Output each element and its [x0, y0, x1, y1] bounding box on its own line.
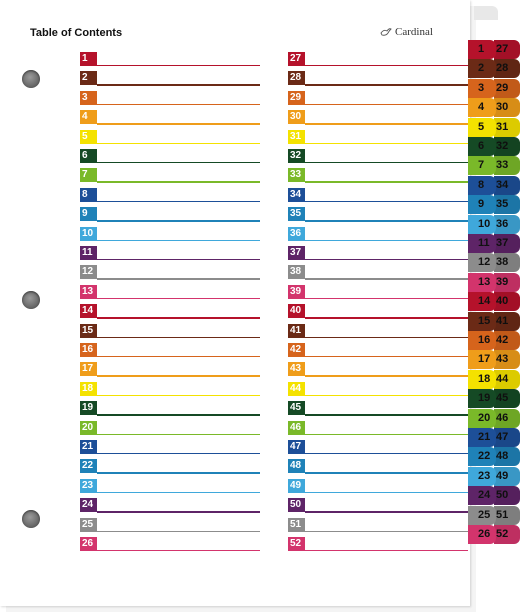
entry-number: 37 — [288, 246, 305, 260]
index-tab-back[interactable]: 50 — [494, 486, 520, 505]
entry-number: 51 — [288, 518, 305, 532]
index-tab-front[interactable]: 13 — [468, 273, 496, 292]
entry-write-line[interactable] — [305, 414, 468, 415]
index-tab-back[interactable]: 43 — [494, 350, 520, 369]
toc-entry[interactable] — [80, 399, 260, 417]
entry-number: 49 — [288, 479, 305, 493]
index-tab-back[interactable]: 40 — [494, 292, 520, 311]
entry-write-line[interactable] — [305, 375, 468, 376]
index-tab-front[interactable]: 15 — [468, 312, 496, 331]
toc-entry[interactable] — [80, 341, 260, 359]
index-tab-back[interactable]: 27 — [494, 40, 520, 59]
entry-number: 24 — [80, 498, 97, 512]
entry-write-line[interactable] — [97, 240, 260, 241]
entry-number: 2 — [80, 71, 97, 85]
page-title: Table of Contents — [30, 27, 123, 39]
toc-entry[interactable] — [80, 225, 260, 243]
entry-write-line[interactable] — [305, 511, 468, 512]
binder-hole-top — [22, 70, 40, 88]
index-tab-front[interactable]: 6 — [468, 137, 496, 156]
entry-number: 11 — [80, 246, 97, 260]
index-tab-front[interactable]: 5 — [468, 118, 496, 137]
entry-write-line[interactable] — [97, 414, 260, 415]
entry-write-line[interactable] — [97, 104, 260, 105]
entry-number: 52 — [288, 537, 305, 551]
entry-write-line[interactable] — [97, 492, 260, 493]
index-tab-back[interactable]: 42 — [494, 331, 520, 350]
entry-number: 31 — [288, 130, 305, 144]
toc-entry[interactable] — [80, 457, 260, 475]
toc-entry[interactable] — [80, 50, 260, 68]
entry-write-line[interactable] — [305, 84, 468, 85]
index-tab-front[interactable]: 23 — [468, 467, 496, 486]
entry-write-line[interactable] — [97, 356, 260, 357]
entry-number: 41 — [288, 324, 305, 338]
entry-number: 28 — [288, 71, 305, 85]
dove-logo-icon — [380, 26, 392, 38]
entry-write-line[interactable] — [97, 143, 260, 144]
index-tabs — [468, 10, 522, 610]
index-tab-front[interactable]: 3 — [468, 79, 496, 98]
entry-write-line[interactable] — [305, 143, 468, 144]
index-tab-front[interactable]: 10 — [468, 215, 496, 234]
toc-entry[interactable] — [80, 360, 260, 378]
entry-number: 48 — [288, 459, 305, 473]
index-tab-back[interactable]: 46 — [494, 409, 520, 428]
toc-entry[interactable] — [288, 419, 468, 437]
index-tab-back[interactable]: 29 — [494, 79, 520, 98]
index-tab-front[interactable]: 19 — [468, 389, 496, 408]
toc-entry[interactable] — [80, 302, 260, 320]
entry-write-line[interactable] — [97, 550, 260, 551]
toc-entry[interactable] — [288, 322, 468, 340]
entry-write-line[interactable] — [97, 278, 260, 279]
entry-write-line[interactable] — [305, 181, 468, 182]
entry-number: 40 — [288, 304, 305, 318]
entry-write-line[interactable] — [305, 434, 468, 435]
toc-entry[interactable] — [80, 283, 260, 301]
brand-logo — [380, 26, 433, 38]
entry-number: 29 — [288, 91, 305, 105]
entry-number: 7 — [80, 168, 97, 182]
index-tab-front[interactable]: 22 — [468, 447, 496, 466]
entry-number: 30 — [288, 110, 305, 124]
entry-number: 47 — [288, 440, 305, 454]
index-tab-front[interactable]: 4 — [468, 98, 496, 117]
index-tab-front[interactable]: 24 — [468, 486, 496, 505]
entry-number: 22 — [80, 459, 97, 473]
toc-entry[interactable] — [80, 516, 260, 534]
index-tab-back[interactable]: 39 — [494, 273, 520, 292]
index-tab-front[interactable]: 7 — [468, 156, 496, 175]
entry-write-line[interactable] — [97, 434, 260, 435]
entry-write-line[interactable] — [305, 356, 468, 357]
index-tab-front[interactable]: 8 — [468, 176, 496, 195]
entry-number: 8 — [80, 188, 97, 202]
toc-entry[interactable] — [80, 205, 260, 223]
toc-entry[interactable] — [288, 225, 468, 243]
index-tab-back[interactable]: 30 — [494, 98, 520, 117]
toc-entry[interactable] — [80, 108, 260, 126]
index-tab-front[interactable]: 25 — [468, 506, 496, 525]
entry-number: 23 — [80, 479, 97, 493]
toc-entry[interactable] — [80, 89, 260, 107]
index-tab-front[interactable]: 1 — [468, 40, 496, 59]
toc-entry[interactable] — [80, 147, 260, 165]
entry-number: 33 — [288, 168, 305, 182]
toc-entry[interactable] — [288, 244, 468, 262]
index-tab-front[interactable]: 20 — [468, 409, 496, 428]
index-tab-front[interactable]: 2 — [468, 59, 496, 78]
entry-write-line[interactable] — [305, 220, 468, 221]
entry-write-line[interactable] — [97, 181, 260, 182]
entry-number: 14 — [80, 304, 97, 318]
toc-entry[interactable] — [288, 341, 468, 359]
toc-entry[interactable] — [288, 477, 468, 495]
entry-write-line[interactable] — [97, 259, 260, 260]
toc-entry[interactable] — [288, 147, 468, 165]
entry-write-line[interactable] — [305, 65, 468, 66]
toc-entry[interactable] — [288, 535, 468, 553]
entry-write-line[interactable] — [305, 453, 468, 454]
entry-number: 27 — [288, 52, 305, 66]
toc-entry[interactable] — [288, 399, 468, 417]
toc-entry[interactable] — [80, 69, 260, 87]
toc-entry[interactable] — [80, 438, 260, 456]
entry-number: 9 — [80, 207, 97, 221]
entry-number: 25 — [80, 518, 97, 532]
entry-write-line[interactable] — [97, 162, 260, 163]
index-tab-back[interactable]: 49 — [494, 467, 520, 486]
toc-entry[interactable] — [288, 457, 468, 475]
entry-write-line[interactable] — [305, 123, 468, 124]
entry-number: 36 — [288, 227, 305, 241]
entry-write-line[interactable] — [305, 104, 468, 105]
entry-write-line[interactable] — [97, 201, 260, 202]
toc-entry[interactable] — [80, 186, 260, 204]
entry-number: 3 — [80, 91, 97, 105]
entry-write-line[interactable] — [97, 298, 260, 299]
toc-entry[interactable] — [288, 205, 468, 223]
entry-number: 32 — [288, 149, 305, 163]
index-tab-back[interactable]: 34 — [494, 176, 520, 195]
entry-number: 5 — [80, 130, 97, 144]
index-tab-back[interactable]: 36 — [494, 215, 520, 234]
toc-entry[interactable] — [288, 263, 468, 281]
toc-entry[interactable] — [80, 496, 260, 514]
index-tab-back[interactable]: 32 — [494, 137, 520, 156]
index-tab-back[interactable]: 28 — [494, 59, 520, 78]
toc-entry[interactable] — [80, 322, 260, 340]
entry-number: 4 — [80, 110, 97, 124]
entry-number: 18 — [80, 382, 97, 396]
entry-write-line[interactable] — [97, 453, 260, 454]
toc-entry[interactable] — [288, 516, 468, 534]
index-tab-front[interactable]: 12 — [468, 253, 496, 272]
index-tab-back[interactable]: 31 — [494, 118, 520, 137]
entry-write-line[interactable] — [97, 375, 260, 376]
entry-write-line[interactable] — [97, 65, 260, 66]
toc-entry[interactable] — [288, 302, 468, 320]
toc-entry[interactable] — [288, 360, 468, 378]
entry-write-line[interactable] — [305, 259, 468, 260]
index-tab-back[interactable]: 37 — [494, 234, 520, 253]
index-tab-back[interactable]: 35 — [494, 195, 520, 214]
toc-entry[interactable] — [80, 535, 260, 553]
toc-entry[interactable] — [80, 380, 260, 398]
index-tab-back[interactable]: 44 — [494, 370, 520, 389]
entry-number: 20 — [80, 421, 97, 435]
entry-number: 50 — [288, 498, 305, 512]
toc-entry[interactable] — [288, 283, 468, 301]
entry-number: 16 — [80, 343, 97, 357]
entry-number: 12 — [80, 265, 97, 279]
entry-number: 35 — [288, 207, 305, 221]
toc-entry[interactable] — [288, 128, 468, 146]
toc-entry[interactable] — [80, 263, 260, 281]
toc-entry[interactable] — [288, 69, 468, 87]
entry-write-line[interactable] — [305, 472, 468, 473]
entry-number: 42 — [288, 343, 305, 357]
entry-number: 38 — [288, 265, 305, 279]
entry-write-line[interactable] — [305, 240, 468, 241]
entry-write-line[interactable] — [97, 123, 260, 124]
index-tab-front[interactable]: 14 — [468, 292, 496, 311]
index-tab-back[interactable]: 51 — [494, 506, 520, 525]
entry-write-line[interactable] — [305, 201, 468, 202]
toc-entry[interactable] — [288, 108, 468, 126]
entry-write-line[interactable] — [305, 278, 468, 279]
index-tab-back[interactable]: 45 — [494, 389, 520, 408]
brand-name: Cardinal — [395, 26, 433, 38]
toc-entry[interactable] — [288, 496, 468, 514]
index-tab-back[interactable]: 52 — [494, 525, 520, 544]
entry-write-line[interactable] — [305, 550, 468, 551]
index-tab-back[interactable]: 48 — [494, 447, 520, 466]
toc-entry[interactable] — [288, 50, 468, 68]
entry-number: 19 — [80, 401, 97, 415]
binder-hole-middle — [22, 291, 40, 309]
entry-number: 17 — [80, 362, 97, 376]
toc-entry[interactable] — [288, 380, 468, 398]
entry-number: 43 — [288, 362, 305, 376]
entry-write-line[interactable] — [97, 531, 260, 532]
entry-number: 21 — [80, 440, 97, 454]
entry-write-line[interactable] — [97, 337, 260, 338]
index-tab-back[interactable]: 41 — [494, 312, 520, 331]
index-tab-front[interactable]: 18 — [468, 370, 496, 389]
entry-write-line[interactable] — [97, 84, 260, 85]
entry-number: 1 — [80, 52, 97, 66]
entry-number: 44 — [288, 382, 305, 396]
index-tab-back[interactable]: 47 — [494, 428, 520, 447]
index-tab-front[interactable]: 26 — [468, 525, 496, 544]
entry-write-line[interactable] — [305, 492, 468, 493]
toc-entry[interactable] — [80, 477, 260, 495]
entry-number: 13 — [80, 285, 97, 299]
binder-hole-bottom — [22, 510, 40, 528]
toc-entry[interactable] — [80, 419, 260, 437]
toc-entry[interactable] — [288, 89, 468, 107]
entry-write-line[interactable] — [97, 472, 260, 473]
index-tab-front[interactable]: 11 — [468, 234, 496, 253]
entry-number: 34 — [288, 188, 305, 202]
entry-write-line[interactable] — [305, 317, 468, 318]
index-tab-back[interactable]: 33 — [494, 156, 520, 175]
index-tab-front[interactable]: 9 — [468, 195, 496, 214]
toc-entry[interactable] — [288, 438, 468, 456]
index-tab-front[interactable]: 16 — [468, 331, 496, 350]
entry-write-line[interactable] — [305, 337, 468, 338]
toc-entry[interactable] — [288, 186, 468, 204]
entry-number: 6 — [80, 149, 97, 163]
entry-number: 46 — [288, 421, 305, 435]
entry-write-line[interactable] — [305, 395, 468, 396]
index-tab-back[interactable]: 38 — [494, 253, 520, 272]
toc-entry[interactable] — [80, 128, 260, 146]
index-tab-front[interactable]: 17 — [468, 350, 496, 369]
entry-write-line[interactable] — [97, 220, 260, 221]
entry-number: 15 — [80, 324, 97, 338]
entry-write-line[interactable] — [97, 511, 260, 512]
entry-number: 45 — [288, 401, 305, 415]
entry-write-line[interactable] — [305, 162, 468, 163]
entry-write-line[interactable] — [97, 317, 260, 318]
entry-number: 26 — [80, 537, 97, 551]
entry-number: 39 — [288, 285, 305, 299]
entry-write-line[interactable] — [305, 298, 468, 299]
toc-entry[interactable] — [80, 244, 260, 262]
entry-write-line[interactable] — [97, 395, 260, 396]
toc-entry[interactable] — [288, 166, 468, 184]
index-tab-front[interactable]: 21 — [468, 428, 496, 447]
entry-write-line[interactable] — [305, 531, 468, 532]
entry-number: 10 — [80, 227, 97, 241]
toc-entry[interactable] — [80, 166, 260, 184]
